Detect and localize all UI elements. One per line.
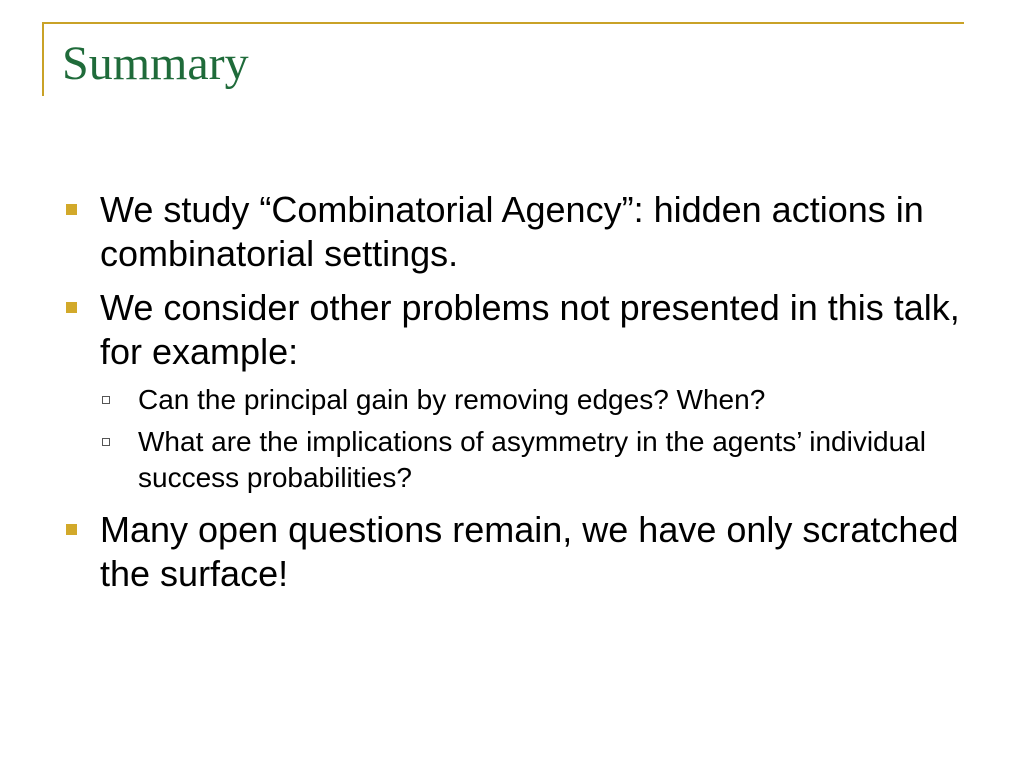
- bullet-text: Many open questions remain, we have only scratched the surface!: [100, 509, 959, 594]
- decorative-left-rule: [42, 22, 44, 96]
- hollow-square-bullet-icon: [102, 438, 110, 446]
- sub-bullet-text: Can the principal gain by removing edges? When?: [138, 384, 766, 415]
- sub-bullet-list: [62, 382, 962, 496]
- square-bullet-icon: [66, 204, 77, 215]
- sub-bullet-item: [62, 382, 962, 418]
- hollow-square-bullet-icon: [102, 396, 110, 404]
- sub-bullet-text: What are the implications of asymmetry in the agents’ individual success probabilities?: [138, 426, 926, 493]
- bullet-text: We study “Combinatorial Agency”: hidden actions in combinatorial settings.: [100, 189, 924, 274]
- sub-bullet-item: [62, 424, 962, 496]
- bullet-item: [62, 286, 962, 374]
- decorative-top-rule: [42, 22, 964, 24]
- bullet-list: [62, 188, 962, 606]
- slide-title: Summary: [62, 37, 249, 90]
- square-bullet-icon: [66, 302, 77, 313]
- square-bullet-icon: [66, 524, 77, 535]
- bullet-item: [62, 508, 962, 596]
- bullet-text: We consider other problems not presented in this talk, for example:: [100, 287, 960, 372]
- bullet-item: [62, 188, 962, 276]
